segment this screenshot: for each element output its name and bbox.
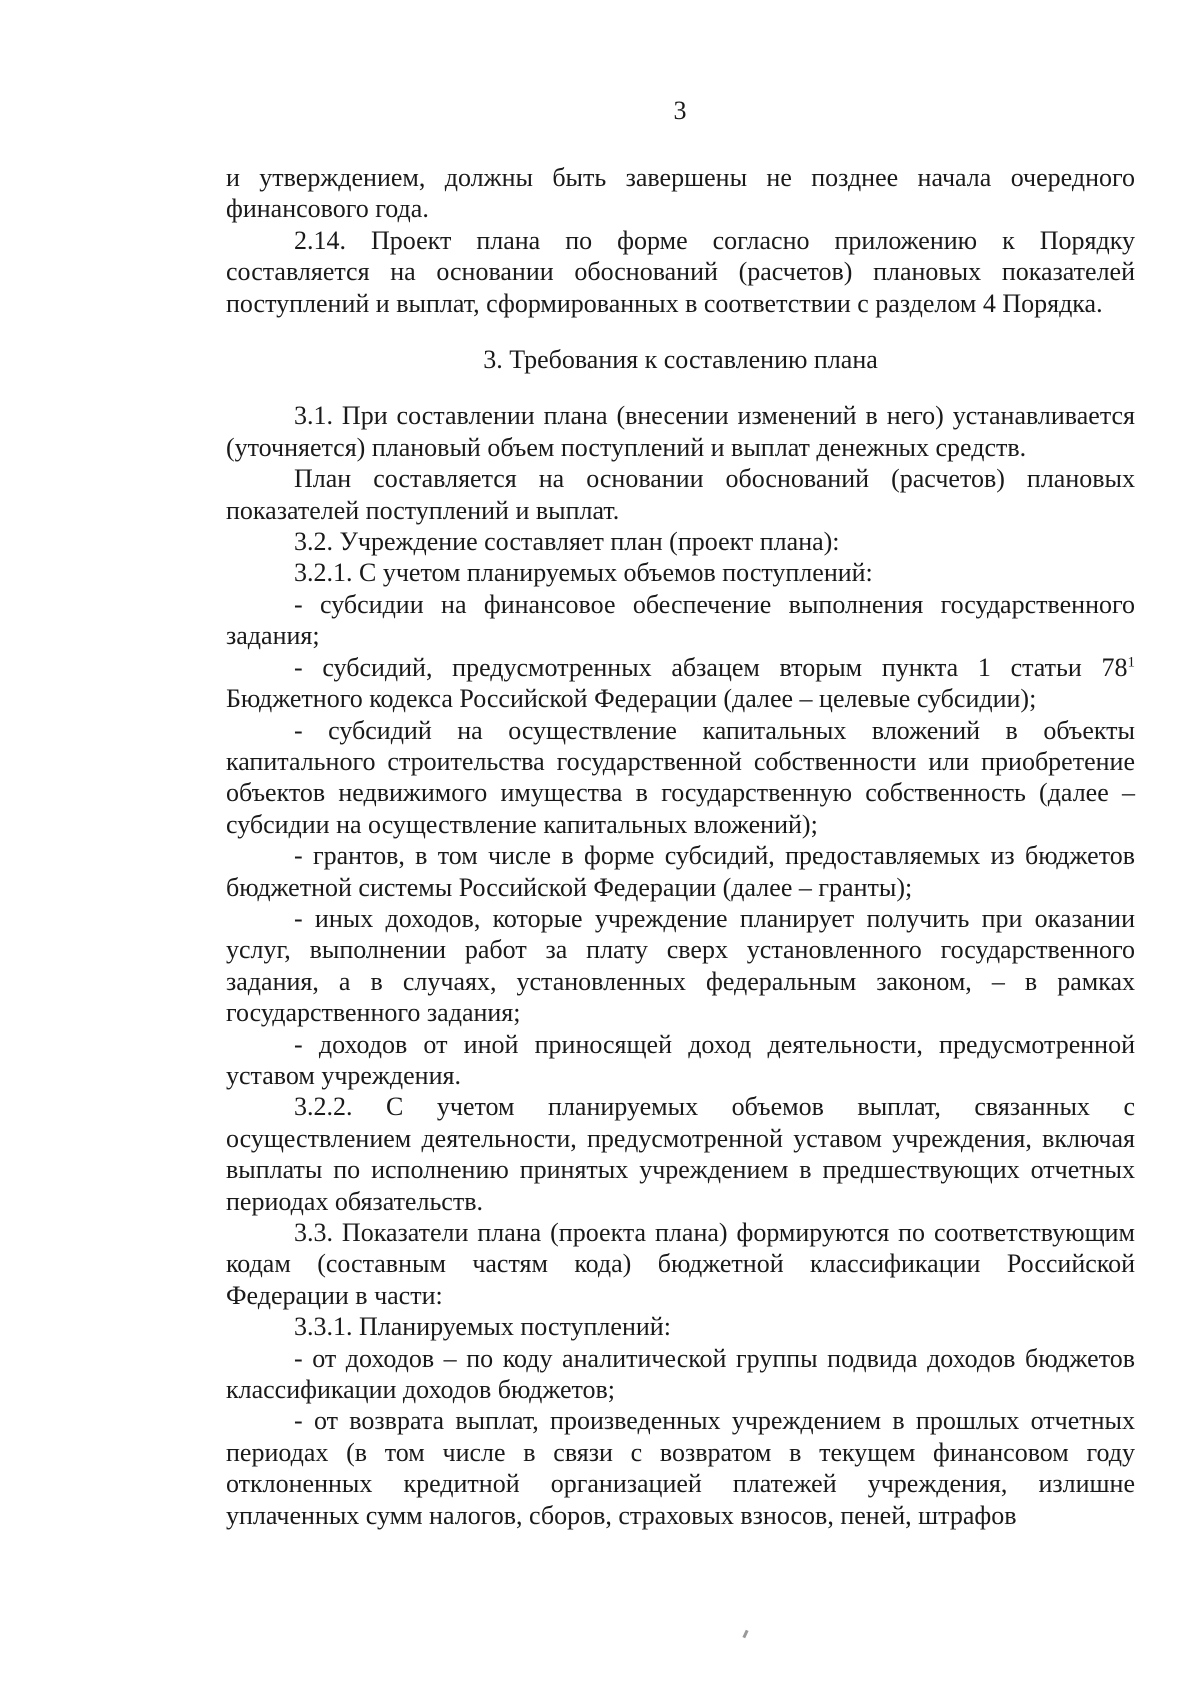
scan-artifact <box>742 1630 748 1639</box>
list-item-other-income: - иных доходов, которые учреждение планирует получить при оказании услуг, выполнении работ за плату сверх установленного государственного задания, а в случаях, установленных федеральным законом, – в рамках государственного задания; <box>226 903 1135 1028</box>
paragraph-2-14: 2.14. Проект плана по форме согласно приложению к Порядку составляется на основании обоснований (расчетов) плановых показателей поступлений и выплат, сформированных в соответствии с разделом 4 Порядка. <box>226 225 1135 318</box>
page-number: 3 <box>673 96 687 125</box>
paragraph-3-1: 3.1. При составлении плана (внесении изменений в него) устанавливается (уточняется) плановый объем поступлений и выплат денежных средств. <box>226 401 1135 462</box>
document-body <box>226 162 1135 1531</box>
article-superscript: 1 <box>1127 654 1135 671</box>
list-item-subsidies-task: - субсидии на финансовое обеспечение выполнения государственного задания; <box>226 589 1135 651</box>
target-subsidies-text-b: Бюджетного кодекса Российской Федерации (далее – целевые субсидии); <box>226 684 1037 714</box>
list-item-target-subsidies <box>226 652 1135 715</box>
paragraph-plan-basis: План составляется на основании обоснований (расчетов) плановых показателей поступлений и выплат. <box>226 464 1135 525</box>
list-item-grants: - грантов, в том числе в форме субсидий, предоставляемых из бюджетов бюджетной системы Российской Федерации (далее – гранты); <box>226 841 1135 902</box>
paragraph-3-3: 3.3. Показатели плана (проекта плана) формируются по соответствующим кодам (составным частям кода) бюджетной классификации Российской Федерации в части: <box>226 1218 1135 1310</box>
list-item-other-activity: - доходов от иной приносящей доход деятельности, предусмотренной уставом учреждения. <box>226 1029 1135 1090</box>
paragraph-3-2-2: 3.2.2. С учетом планируемых объемов выплат, связанных с осуществлением деятельности, предусмотренной уставом учреждения, включая выплаты по исполнению принятых учреждением в предшествующих отчетных периодах обязательств. <box>226 1092 1135 1216</box>
list-item-income-code: - от доходов – по коду аналитической группы подвида доходов бюджетов классификации доходов бюджетов; <box>226 1343 1135 1405</box>
target-subsidies-text-a: - субсидий, предусмотренных абзацем вторым пункта 1 статьи 78 <box>294 652 1128 682</box>
paragraph-3-2-1: 3.2.1. С учетом планируемых объемов поступлений: <box>294 558 873 588</box>
section-3-title: 3. Требования к составлению плана <box>483 345 878 375</box>
paragraph-3-2: 3.2. Учреждение составляет план (проект плана): <box>294 527 840 557</box>
list-item-refunds: - от возврата выплат, произведенных учреждением в прошлых отчетных периодах (в том числе в связи с возвратом в текущем финансовом году отклоненных кредитной организацией платежей учреждения, излишне уплаченных сумм налогов, сборов, страховых взносов, пеней, штрафов <box>226 1406 1135 1530</box>
paragraph-3-3-1: 3.3.1. Планируемых поступлений: <box>294 1312 671 1342</box>
paragraph-continuation: и утверждением, должны быть завершены не позднее начала очередного финансового года. <box>226 163 1135 224</box>
list-item-capital-investments: - субсидий на осуществление капитальных вложений в объекты капитального строительства государственной собственности или приобретение объектов недвижимого имущества в государственную собственность (далее – субсидии на осуществление капитальных вложений); <box>226 715 1135 839</box>
